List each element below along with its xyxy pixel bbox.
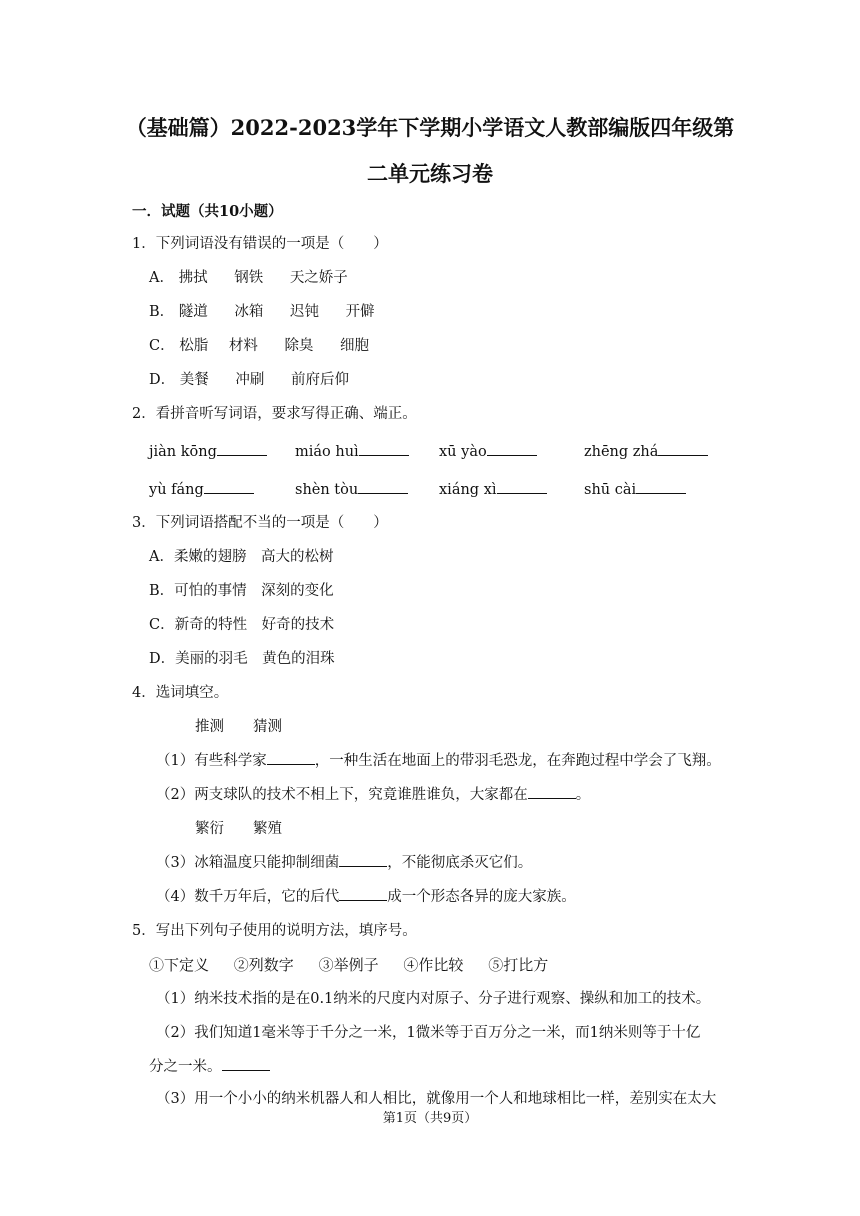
question-4-sentence-1: （1）有些科学家 ，一种生活在地面上的带羽毛恐龙，在奔跑过程中学会了飞翔。	[156, 750, 721, 772]
page-title-line-2: 二单元练习卷	[367, 161, 493, 186]
question-2-stem: 2．看拼音听写词语，要求写得正确、端正。	[132, 406, 417, 422]
question-1-option-a: A． 拂拭 钢铁 天之娇子	[149, 270, 348, 286]
answer-blank[interactable]	[359, 441, 409, 456]
question-5-sentence-2-cont: 分之一米。	[149, 1056, 270, 1078]
answer-blank[interactable]	[217, 441, 267, 456]
pinyin-item: yù fáng	[149, 479, 254, 501]
answer-blank[interactable]	[339, 852, 387, 867]
question-3-option-c: C．新奇的特性 好奇的技术	[149, 617, 335, 633]
answer-blank[interactable]	[222, 1056, 270, 1071]
pinyin-item: zhēng zhá	[584, 441, 708, 463]
pinyin-item: jiàn kōng	[149, 441, 267, 463]
answer-blank[interactable]	[497, 479, 547, 494]
question-4-sentence-2: （2）两支球队的技术不相上下，究竟谁胜谁负，大家都在 。	[156, 784, 590, 806]
question-3-stem: 3．下列词语搭配不当的一项是（ ）	[132, 515, 388, 531]
answer-blank[interactable]	[528, 784, 576, 799]
answer-blank[interactable]	[339, 886, 387, 901]
pinyin-item: miáo huì	[295, 441, 409, 463]
word-bank-1: 推测 猜测	[195, 719, 282, 735]
answer-blank[interactable]	[358, 479, 408, 494]
word-bank-2: 繁衍 繁殖	[195, 821, 282, 837]
explanation-methods: ①下定义 ②列数字 ③举例子 ④作比较 ⑤打比方	[149, 956, 549, 974]
question-4-sentence-3: （3）冰箱温度只能抑制细菌 ，不能彻底杀灭它们。	[156, 852, 532, 874]
question-1-option-b: B． 隧道 冰箱 迟钝 开僻	[149, 304, 375, 320]
pinyin-item: shèn tòu	[295, 479, 408, 501]
question-5-stem: 5．写出下列句子使用的说明方法，填序号。	[132, 923, 417, 939]
answer-blank[interactable]	[204, 479, 254, 494]
page-title-line-1: （基础篇）2022-2023学年下学期小学语文人教部编版四年级第	[125, 115, 735, 140]
pinyin-item: xiáng xì	[439, 479, 547, 501]
question-1-option-c: C． 松脂 材料 除臭 细胞	[149, 338, 370, 354]
question-4-stem: 4．选词填空。	[132, 685, 229, 701]
pinyin-item: xū yào	[439, 441, 537, 463]
question-3-option-b: B．可怕的事情 深刻的变化	[149, 583, 334, 599]
answer-blank[interactable]	[636, 479, 686, 494]
question-5-sentence-2: （2）我们知道1毫米等于千分之一米，1微米等于百万分之一米，而1纳米则等于十亿	[156, 1025, 701, 1041]
question-3-option-a: A．柔嫩的翅膀 高大的松树	[149, 549, 334, 565]
section-heading: 一．试题（共10小题）	[132, 203, 283, 220]
question-5-sentence-3: （3）用一个小小的纳米机器人和人相比，就像用一个人和地球相比一样，差别实在太大	[156, 1091, 717, 1107]
answer-blank[interactable]	[487, 441, 537, 456]
answer-blank[interactable]	[267, 750, 315, 765]
question-1-stem: 1．下列词语没有错误的一项是（ ）	[132, 236, 388, 252]
pinyin-item: shū cài	[584, 479, 686, 501]
question-3-option-d: D．美丽的羽毛 黄色的泪珠	[149, 651, 335, 667]
question-4-sentence-4: （4）数千万年后，它的后代 成一个形态各异的庞大家族。	[156, 886, 576, 908]
question-5-sentence-1: （1）纳米技术指的是在0.1纳米的尺度内对原子、分子进行观察、操纵和加工的技术。	[156, 991, 711, 1007]
answer-blank[interactable]	[658, 441, 708, 456]
page-footer: 第1页（共9页）	[382, 1111, 478, 1126]
question-1-option-d: D． 美餐 冲刷 前府后仰	[149, 372, 349, 388]
